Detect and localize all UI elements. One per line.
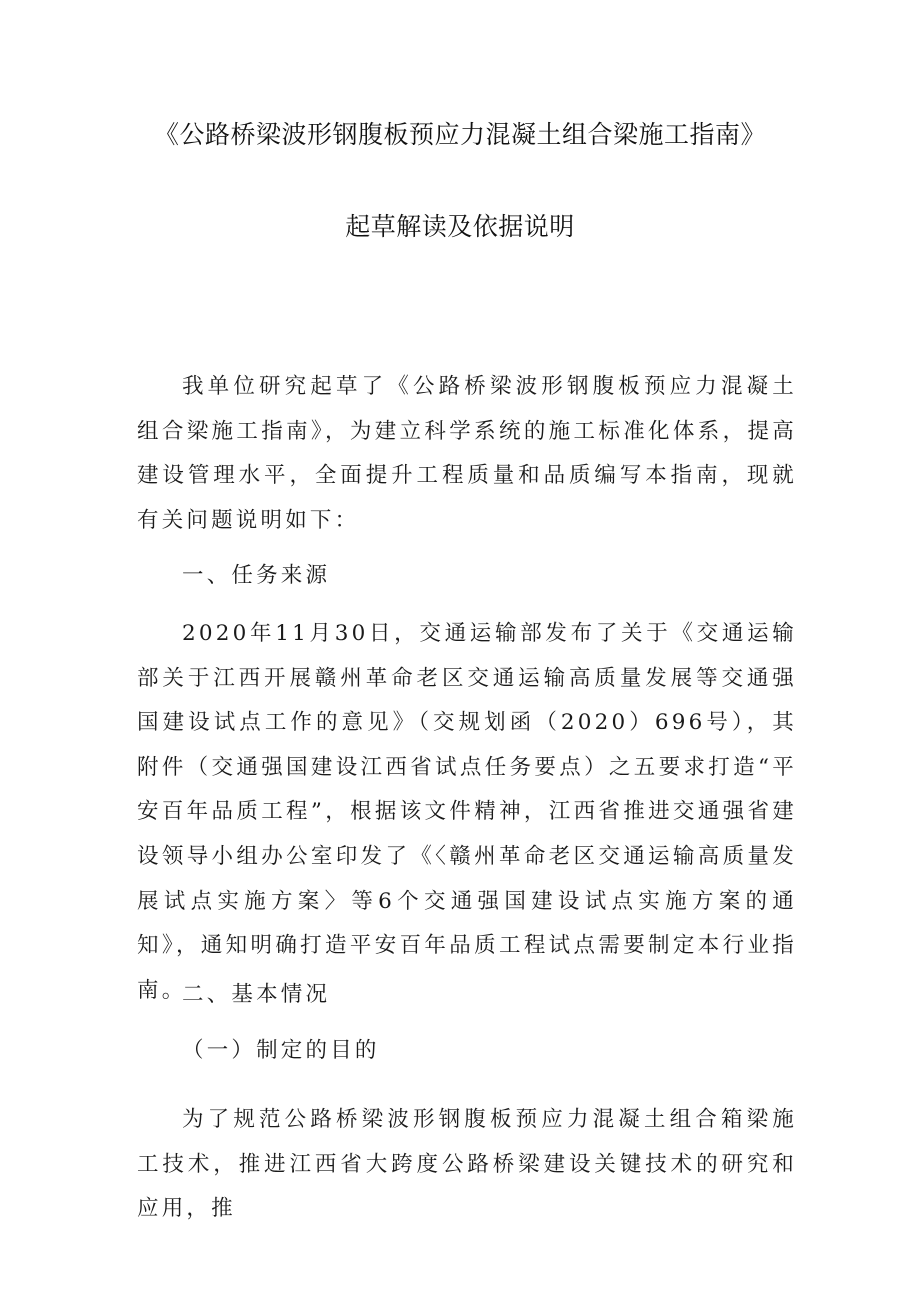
subsection-heading-purpose: （一）制定的目的 [182, 1038, 380, 1063]
document-title: 《公路桥梁波形钢腹板预应力混凝土组合梁施工指南》 [153, 120, 766, 149]
document-subtitle: 起草解读及依据说明 [345, 212, 575, 241]
purpose-paragraph: 为了规范公路桥梁波形钢腹板预应力混凝土组合箱梁施工技术，推进江西省大跨度公路桥梁建设关键技术的研究和应用，推 [137, 1107, 797, 1222]
section-heading-task-source: 一、任务来源 [182, 563, 331, 588]
section-heading-basic-info: 二、基本情况 [182, 982, 331, 1007]
intro-paragraph: 我单位研究起草了《公路桥梁波形钢腹板预应力混凝土组合梁施工指南》，为建立科学系统的施工标准化体系，提高建设管理水平，全面提升工程质量和品质编写本指南，现就有关问题说明如下： [137, 374, 797, 533]
task-source-paragraph: 2020年11月30日，交通运输部发布了关于《交通运输部关于江西开展赣州革命老区交通运输高质量发展等交通强国建设试点工作的意见》（交规划函（2020）696号），其附件（交通强国建设江西省试点任务要点）之五要求打造“平安百年品质工程”，根据该文件精神，江西省推进交通强省建设领导小组办公室印发了《〈赣州革命老区交通运输高质量发展试点实施方案〉等6个交通强国建设试点实施方案的通知》，通知明确打造平安百年品质工程试点需要制定本行业指南。 [137, 621, 797, 1003]
